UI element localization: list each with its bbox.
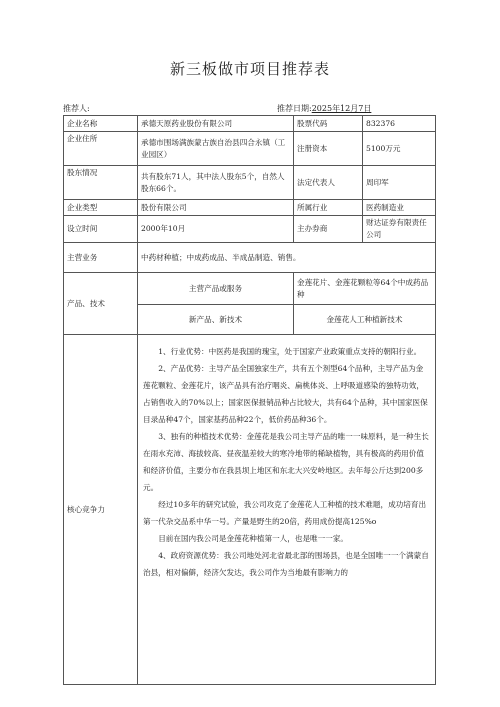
- new-products-value: 金莲花人工种植新技术: [294, 305, 436, 335]
- company-type-value: 股份有限公司: [138, 200, 294, 216]
- broker-value: 财达证券有限责任公司: [363, 216, 436, 243]
- business-value: 中药材种植；中成药成品、半成品制造、销售。: [138, 243, 436, 273]
- competitiveness-paragraph: 经过10多年的研究试验，我公司攻克了金莲花人工种植的技术难题，成功培育出第一代杂交品系中华一号。产量是野生的20倍，药用成份提高125%o: [143, 500, 427, 526]
- competitiveness-paragraph: 目前在国内我公司是金莲花种植第一人，也是唯一一家。: [158, 534, 349, 543]
- row-type: [64, 200, 436, 216]
- competitiveness-paragraph: 1、行业优势：中医药是我国的瑰宝，处于国家产业政策重点支持的朝阳行业。: [158, 347, 422, 356]
- company-name-value: 承德天原药业股份有限公司: [138, 116, 294, 132]
- row-address: [64, 132, 436, 166]
- business-label: 主营业务: [64, 243, 138, 273]
- recommend-date-value: 2025年12月7日: [311, 104, 372, 113]
- row-business: [64, 243, 436, 273]
- founded-value: 2000年10月: [138, 216, 294, 243]
- row-shareholders: [64, 166, 436, 200]
- main-products-label: 主营产品或服务: [138, 273, 294, 305]
- industry-label: 所属行业: [294, 200, 363, 216]
- stock-code-value: 832376: [363, 116, 436, 132]
- row-competitiveness: [64, 335, 436, 685]
- shareholders-label: 股东情况: [64, 166, 138, 200]
- row-founded: [64, 216, 436, 243]
- recommend-date-label: 推荐日期:: [277, 104, 312, 113]
- legal-rep-label: 法定代表人: [294, 166, 363, 200]
- address-value: 承德市围场满族蒙古族自治县四合永镇（工业园区）: [138, 132, 294, 166]
- capital-label: 注册资本: [294, 132, 363, 166]
- company-name-label: 企业名称: [64, 116, 138, 132]
- row-company-name: [64, 116, 436, 132]
- products-label: 产品、技术: [64, 273, 138, 335]
- shareholders-value: 共有股东71人，其中法人股东5个，自然人股东66个。: [138, 166, 294, 200]
- competitiveness-paragraph: 3、独有的种植技术优势：金莲花是我公司主导产品的唯一一味原料，是一种生长在雨水充沛、海拔较高、昼夜温差较大的寒冷地带的稀缺植物，具有极高的药用价值和经济价值，主要分布在我县坝上地区和东北大兴安岭地区。去年每公斤达到200多元。: [143, 432, 429, 492]
- competitiveness-paragraph: 2、产品优势：主导产品全国独家生产，共有五个剂型64个品种，主导产品为金莲花颗粒、金莲花片，该产品具有治疗咽炎、扁桃体炎、上呼吸道感染的独特功效，占销售收入的70%以上；国家医保报销品种占比较大，共有64个品种，其中国家医保目录品种47个，国家基药品种22个，低价药品种36个。: [143, 364, 428, 424]
- capital-value: 5100万元: [363, 132, 436, 166]
- row-main-products: [64, 273, 436, 305]
- company-type-label: 企业类型: [64, 200, 138, 216]
- competitiveness-body: [138, 335, 436, 685]
- industry-value: 医药制造业: [363, 200, 436, 216]
- address-label: 企业住所: [64, 132, 138, 166]
- competitiveness-label: 核心竞争力: [64, 335, 138, 685]
- competitiveness-paragraph: 4、政府资源优势：我公司地处河北省最北部的围场县，也是全国唯一一个满蒙自治县，相对偏僻，经济欠发达，我公司作为当地最有影响力的: [143, 551, 429, 577]
- recommend-date: [277, 103, 371, 114]
- broker-label: 主办券商: [294, 216, 363, 243]
- new-products-label: 新产品、新技术: [138, 305, 294, 335]
- document-title: 新三板做市项目推荐表: [169, 60, 330, 78]
- stock-code-label: 股票代码: [294, 116, 363, 132]
- legal-rep-value: 周印军: [363, 166, 436, 200]
- main-products-value: 金莲花片、金莲花颗粒等64个中成药品种: [294, 273, 436, 305]
- founded-label: 设立时间: [64, 216, 138, 243]
- recommendation-table: [63, 115, 436, 685]
- recommender-label: 推荐人:: [63, 104, 90, 113]
